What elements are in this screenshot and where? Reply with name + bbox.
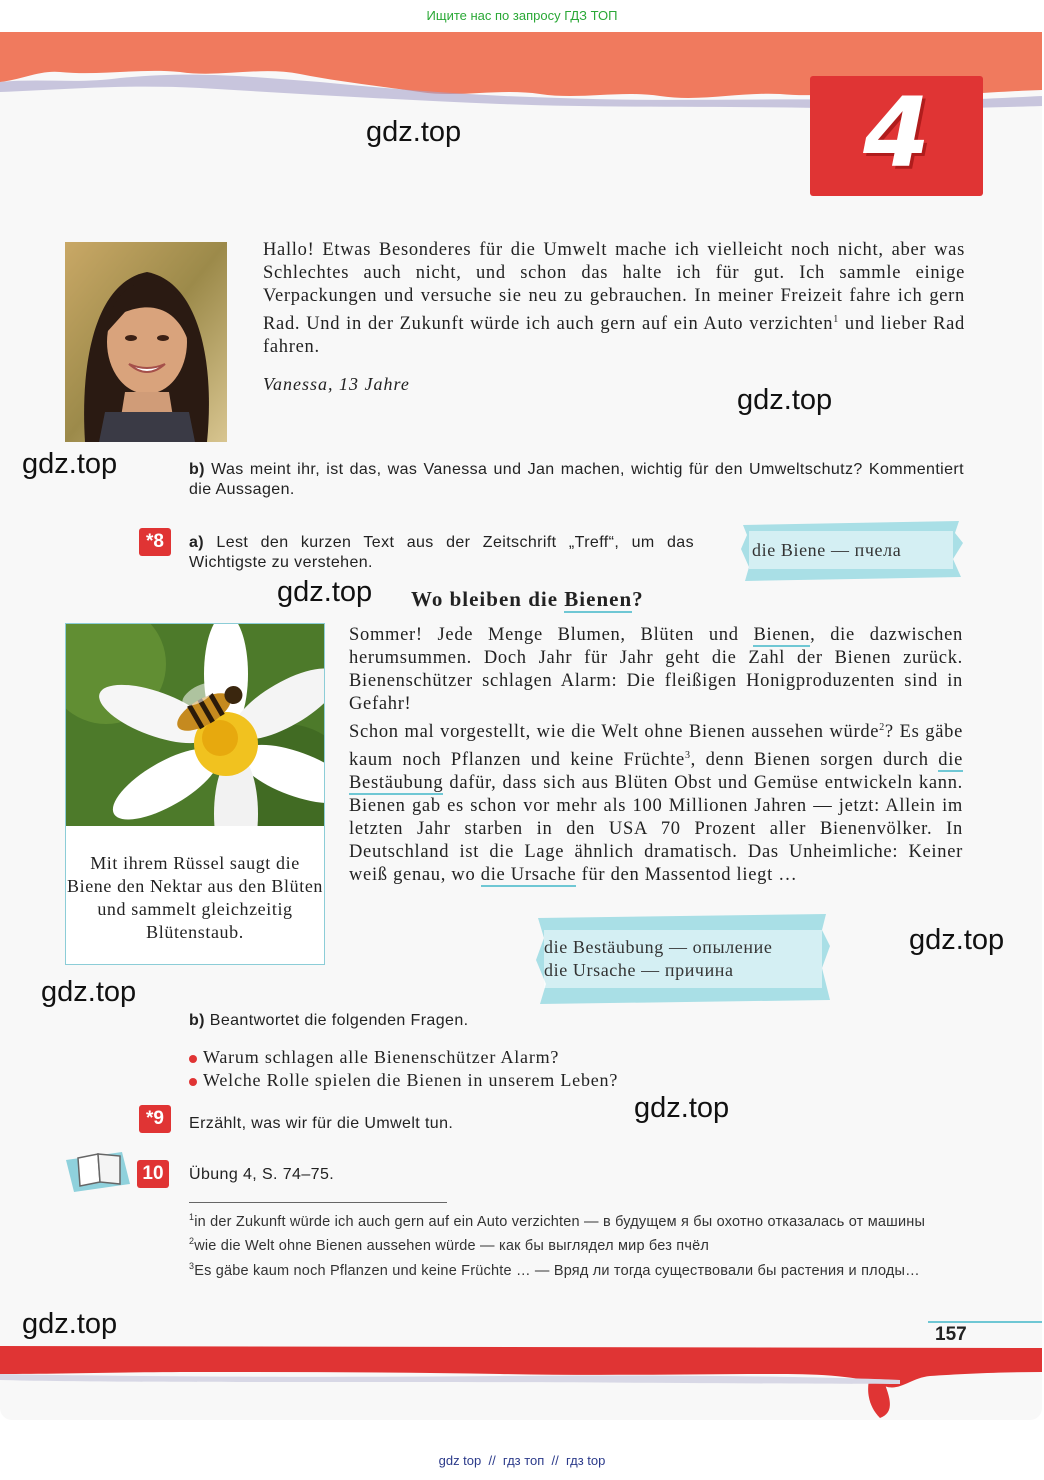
task8b (189, 1011, 468, 1031)
task-label: b) (189, 1012, 205, 1029)
chapter-number: 4 (863, 77, 930, 189)
task-number-8: *8 (139, 528, 171, 556)
task10-text: Übung 4, S. 74–75. (189, 1166, 335, 1183)
task-text: Was meint ihr, ist das, was Vanessa und Jan machen, wichtig für den Umweltschutz? Kommentiert die Aussagen. (189, 461, 964, 498)
task-number-9: *9 (139, 1105, 171, 1133)
watermark: gdz.top (22, 448, 118, 480)
page-number-rule (928, 1321, 1042, 1323)
task8a (189, 533, 694, 573)
footnote-text: wie die Welt ohne Bienen aussehen würde — как бы выглядел мир без пчёл (194, 1238, 710, 1255)
vocab-bestaeubung: die Bestäubung — опыление (544, 937, 773, 957)
article-text (349, 624, 963, 887)
footnote (189, 1257, 964, 1281)
question-list (189, 1046, 618, 1092)
watermark: gdz.top (22, 1308, 118, 1340)
footnote-ref: 2 (879, 722, 885, 733)
bottom-links[interactable]: gdz top // гдз топ // гдз top (438, 1453, 606, 1468)
watermark: gdz.top (737, 384, 833, 416)
footnote (189, 1232, 964, 1256)
watermark: gdz.top (366, 116, 462, 148)
article-span: ? Es gäbe kaum noch Pflanzen und keine Früchte (349, 722, 963, 771)
task-label: b) (189, 461, 205, 478)
footnotes (189, 1208, 964, 1281)
title-text: Wo bleiben die (411, 587, 565, 611)
question-text: Warum schlagen alle Bienenschützer Alarm? (203, 1047, 560, 1067)
article-span: , die dazwischen herumsummen. Doch Jahr für Jahr geht die Zahl der Bienen zurück. Bienenschützer schlagen Alarm: Die fleißigen Honigproduzenten sind in Gefahr! (349, 625, 963, 714)
article-keyword: die Ursache (480, 865, 577, 886)
intro-text-end: und lieber Rad fahren. (263, 314, 965, 358)
footnote-text: Es gäbe kaum noch Pflanzen und keine Früchte … — Вряд ли тогда существовали бы растения и плоды… (194, 1262, 920, 1279)
watermark: gdz.top (41, 976, 137, 1008)
task-label: a) (189, 534, 205, 551)
top-note[interactable]: Ищите нас по запросу ГДЗ ТОП (426, 8, 618, 23)
article-span: für den Massentod liegt … (576, 865, 798, 886)
footnote-ref: 1 (833, 314, 839, 325)
watermark: gdz.top (909, 924, 1005, 956)
footnote-text: in der Zukunft würde ich auch gern auf ein Auto verzichten — в будущем я бы охотно отказалась от машины (194, 1213, 926, 1230)
question-item (189, 1069, 618, 1092)
footnote-num: 2 (189, 1236, 195, 1247)
task-text: Beantwortet die folgenden Fragen. (209, 1012, 469, 1029)
intro-paragraph (263, 239, 965, 359)
vocab-box-bg (534, 912, 834, 1006)
textbook-page (0, 32, 1042, 1420)
page-number: 157 (935, 1324, 967, 1345)
chapter-badge (810, 76, 983, 196)
footnote-divider (189, 1202, 447, 1203)
bee-figure (65, 623, 325, 965)
bullet-icon (189, 1055, 197, 1063)
question-text: Welche Rolle spielen die Bienen in unserem Leben? (203, 1070, 619, 1090)
task-text: Lest den kurzen Text aus der Zeitschrift „Treff“, um das Wichtigste zu verstehen. (189, 534, 694, 571)
task7b (189, 460, 964, 500)
signature: Vanessa, 13 Jahre (263, 374, 410, 394)
title-keyword: Bienen (564, 587, 633, 611)
task9-text: Erzählt, was wir für die Umwelt tun. (189, 1115, 454, 1132)
article-span: dafür, dass sich aus Blüten Obst und Gemüse entwickeln kann. Bienen gab es schon vor mehr als 100 Millionen Jahren — jetzt: Allein im letzten Jahr starben in den USA 70 Prozent aller Bienenvölker. In Deutschland ist die Lage ähnlich dramatisch. Das Unheimliche: Keiner weiß genau, wo (349, 773, 963, 886)
title-end: ? (632, 587, 644, 611)
task-number-10: 10 (137, 1160, 169, 1188)
vanessa-photo (65, 242, 227, 442)
footnote-ref: 3 (684, 750, 691, 762)
question-item (189, 1046, 618, 1069)
intro-text: Hallo! Etwas Besonderes für die Umwelt mache ich vielleicht noch nicht, aber was Schlechtes auch nicht, und schon das halte ich für gut. Ich sammle einige Verpackungen und versuche sie neu zu gebrauchen. In meiner Freizeit fahre ich gern Rad. Und in der Zukunft würde ich auch gern auf ein Auto verzichten (263, 240, 965, 335)
vocab-biene: die Biene — пчела (752, 540, 902, 560)
bee-photo (66, 624, 324, 826)
footnote-num: 3 (189, 1260, 195, 1271)
article-keyword: die Bestäubung (349, 750, 963, 794)
article-keyword: Bienen (753, 625, 811, 645)
footnote-num: 1 (189, 1212, 195, 1222)
article-title (411, 587, 644, 612)
bullet-icon (189, 1078, 197, 1086)
bottom-banner (0, 1346, 1042, 1420)
article-span: Schon mal vorgestellt, wie die Welt ohne Bienen aussehen würde (349, 722, 880, 743)
workbook-icon (64, 1148, 134, 1198)
watermark: gdz.top (277, 576, 373, 608)
bee-caption: Mit ihrem Rüssel saugt die Biene den Nektar aus den Blüten und sammelt gleichzeitig Blütenstaub. (66, 853, 324, 942)
vocab-ursache: die Ursache — причина (544, 960, 734, 980)
footnote (189, 1208, 964, 1232)
article-span: , denn Bienen sorgen durch (690, 750, 939, 771)
watermark: gdz.top (634, 1092, 730, 1124)
article-span: Sommer! Jede Menge Blumen, Blüten und (349, 625, 754, 645)
